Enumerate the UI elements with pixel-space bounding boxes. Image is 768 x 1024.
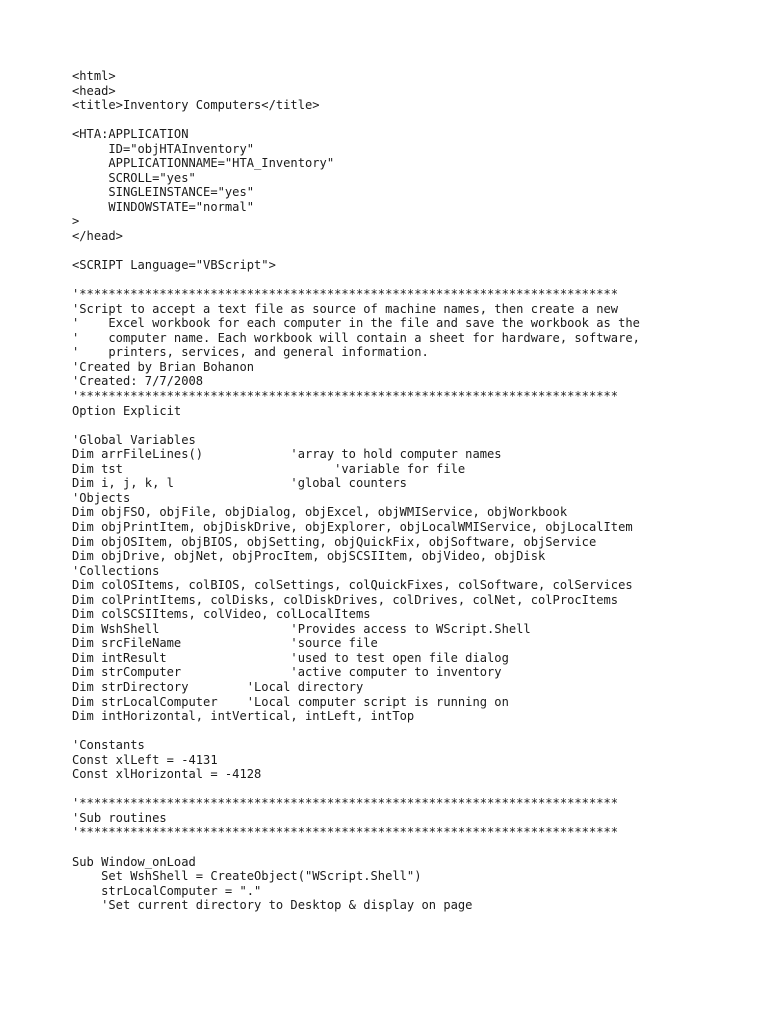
code-line: SINGLEINSTANCE="yes": [72, 185, 255, 200]
code-line: 'Set current directory to Desktop & display on page: [72, 898, 473, 913]
code-line: Dim objDrive, objNet, objProcItem, objSCSIItem, objVideo, objDisk: [72, 549, 546, 564]
code-line: Dim colSCSIItems, colVideo, colLocalItems: [72, 607, 371, 622]
code-line: </head>: [72, 229, 123, 244]
code-line: Dim strLocalComputer 'Local computer script is running on: [72, 694, 509, 709]
code-line: WINDOWSTATE="normal": [72, 199, 255, 214]
code-line: <head>: [72, 83, 116, 98]
code-line: Dim objFSO, objFile, objDialog, objExcel, objWMIService, objWorkbook: [72, 505, 568, 520]
code-line: Dim strDirectory 'Local directory: [72, 679, 364, 694]
blank-line: [72, 782, 640, 797]
code-line: '**************************************************************************: [72, 825, 619, 840]
code-line: Sub Window_onLoad: [72, 854, 196, 869]
blank-line: [72, 113, 640, 128]
code-line: strLocalComputer = ".": [72, 883, 262, 898]
code-line: Set WshShell = CreateObject("WScript.Shell"): [72, 869, 422, 884]
code-line: Dim srcFileName 'source file: [72, 636, 378, 651]
code-line: Option Explicit: [72, 403, 182, 418]
code-line: Dim i, j, k, l 'global counters: [72, 476, 407, 491]
code-line: Const xlLeft = -4131: [72, 752, 218, 767]
code-line: Dim colPrintItems, colDisks, colDiskDrives, colDrives, colNet, colProcItems: [72, 592, 619, 607]
code-line: <SCRIPT Language="VBScript">: [72, 258, 276, 273]
code-line: '**************************************************************************: [72, 389, 619, 404]
code-line: '**************************************************************************: [72, 287, 619, 302]
code-line: >: [72, 214, 80, 229]
code-line: Dim objPrintItem, objDiskDrive, objExplorer, objLocalWMIService, objLocalItem: [72, 519, 633, 534]
code-line: 'Global Variables: [72, 432, 196, 447]
code-line: Dim colOSItems, colBIOS, colSettings, colQuickFixes, colSoftware, colServices: [72, 578, 633, 593]
code-line: <HTA:APPLICATION: [72, 127, 189, 142]
blank-line: [72, 840, 640, 855]
blank-line: [72, 724, 640, 739]
code-line: Dim arrFileLines() 'array to hold computer names: [72, 447, 502, 462]
code-line: 'Sub routines: [72, 810, 167, 825]
code-line: APPLICATIONNAME="HTA_Inventory": [72, 156, 335, 171]
code-line: ' computer name. Each workbook will contain a sheet for hardware, software,: [72, 330, 640, 345]
code-line: Dim objOSItem, objBIOS, objSetting, objQuickFix, objSoftware, objService: [72, 534, 597, 549]
code-line: Const xlHorizontal = -4128: [72, 767, 262, 782]
code-line: 'Constants: [72, 738, 145, 753]
code-line: Dim WshShell 'Provides access to WScript.Shell: [72, 621, 531, 636]
code-line: Dim strComputer 'active computer to inventory: [72, 665, 502, 680]
code-line: '**************************************************************************: [72, 796, 619, 811]
code-line: Dim intResult 'used to test open file dialog: [72, 650, 509, 665]
code-line: 'Script to accept a text file as source of machine names, then create a new: [72, 301, 619, 316]
code-line: 'Created: 7/7/2008: [72, 374, 204, 389]
code-line: Dim tst 'variable for file: [72, 461, 466, 476]
code-line: 'Objects: [72, 490, 131, 505]
code-line: 'Collections: [72, 563, 160, 578]
code-line: ID="objHTAInventory": [72, 141, 255, 156]
code-line: SCROLL="yes": [72, 170, 196, 185]
code-line: 'Created by Brian Bohanon: [72, 359, 255, 374]
code-line: ' printers, services, and general information.: [72, 345, 429, 360]
script-source-listing: [72, 69, 640, 913]
blank-line: [72, 244, 640, 259]
blank-line: [72, 418, 640, 433]
blank-line: [72, 273, 640, 288]
code-line: ' Excel workbook for each computer in the file and save the workbook as the: [72, 316, 640, 331]
code-line: Dim intHorizontal, intVertical, intLeft, intTop: [72, 709, 415, 724]
code-line: <html>: [72, 69, 116, 83]
code-line: <title>Inventory Computers</title>: [72, 98, 320, 113]
